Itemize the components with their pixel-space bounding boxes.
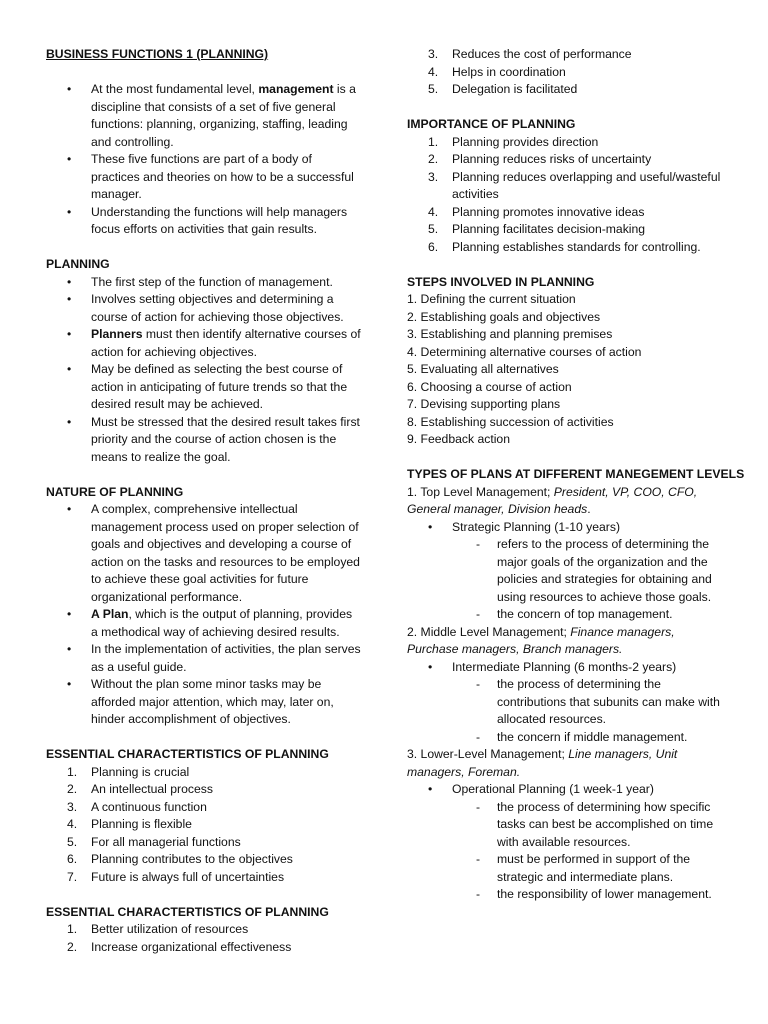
list-item: [407, 46, 727, 64]
list-item: [46, 204, 362, 239]
step-line: 1. Defining the current situation: [407, 292, 576, 306]
section-heading: NATURE OF PLANNING: [46, 484, 184, 499]
item-number: 5.: [428, 82, 439, 96]
plan-type: • Operational Planning (1 week-1 year): [407, 781, 727, 799]
item-number: 4.: [428, 64, 439, 79]
list-item: [46, 81, 362, 151]
importance-list: [407, 134, 727, 257]
steps-section: [407, 274, 727, 449]
list-item: [46, 606, 362, 641]
list-item: 2. Increase organizational effectiveness: [67, 939, 292, 954]
management-level: [407, 484, 727, 624]
list-item: 6. Planning contributes to the objectives: [67, 852, 293, 866]
text: Better utilization of resources: [91, 922, 249, 936]
list-item: [46, 151, 362, 204]
list-item: [46, 414, 362, 467]
list-item: 2. Planning reduces risks of uncertainty: [428, 152, 652, 166]
list-item: 5. For all managerial functions: [67, 834, 241, 849]
text: Without the plan some minor tasks may be afforded major attention, which may, later on, hinder accomplishment of objectives.: [91, 677, 334, 726]
level-heading: [407, 484, 727, 519]
nature-bullets: [46, 501, 362, 729]
level-examples: Finance managers, Purchase managers, Branch managers.: [407, 624, 675, 656]
text: Planning reduces risks of uncertainty: [452, 152, 652, 166]
text: Helps in coordination: [452, 64, 566, 79]
essential-list-continued: [407, 46, 727, 99]
list-item: [46, 361, 362, 414]
text: These five functions are part of a body of practices and theories on how to be a successful manager.: [91, 152, 354, 201]
essential-list-2: [46, 921, 362, 956]
step-line: 9. Feedback action: [407, 432, 510, 446]
plan-point: - the concern of top management.: [407, 606, 727, 624]
text: Increase organizational effectiveness: [91, 939, 292, 954]
essential-characteristics-section: [46, 746, 362, 886]
list-item: 3. A continuous function: [67, 799, 207, 814]
essential-list: [46, 764, 362, 887]
plan-point: - must be performed in support of the strategic and intermediate plans.: [407, 851, 727, 886]
step-line: 8. Establishing succession of activities: [407, 414, 614, 429]
importance-section: [407, 116, 727, 256]
text: A continuous function: [91, 799, 207, 814]
list-item: 3. Planning reduces overlapping and useful/wasteful activities: [428, 169, 721, 201]
step-line: 7. Devising supporting plans: [407, 397, 561, 411]
list-item: [407, 64, 727, 82]
plan-type: • Intermediate Planning (6 months-2 years): [407, 659, 727, 677]
plan-point: - the process of determining how specific tasks can best be accomplished on time with available resources.: [407, 799, 727, 852]
text: .: [587, 502, 591, 516]
level-examples: President, VP, COO, CFO, General manager, Division heads: [407, 484, 698, 516]
text: The first step of the function of management.: [91, 274, 333, 289]
level-label: 2. Middle Level Management;: [407, 624, 571, 639]
intro-bullets: [46, 81, 362, 239]
planning-bullets: [46, 274, 362, 467]
intro-section: [46, 46, 362, 239]
text: For all managerial functions: [91, 834, 241, 849]
plan-point: - the responsibility of lower management.: [407, 886, 727, 904]
list-item: [46, 501, 362, 606]
types-section: [407, 466, 745, 904]
level-label: 3. Lower-Level Management;: [407, 747, 569, 761]
text: Planning is flexible: [91, 817, 192, 831]
right-column: [407, 0, 745, 904]
section-heading: STEPS INVOLVED IN PLANNING: [407, 274, 595, 289]
list-item: 1. Better utilization of resources: [67, 922, 249, 936]
list-item: 7. Future is always full of uncertainties: [67, 869, 285, 884]
bold-term: management: [258, 82, 334, 96]
plan-point: - the concern if middle management.: [407, 729, 727, 747]
list-item: 2. An intellectual process: [67, 782, 213, 796]
text: Involves setting objectives and determining a course of action for achieving those objectives.: [91, 292, 344, 324]
item-number: 3.: [428, 47, 439, 61]
list-item: 4. Planning is flexible: [67, 817, 192, 831]
left-column: [46, 0, 362, 956]
text: Planning contributes to the objectives: [91, 852, 293, 866]
section-heading: TYPES OF PLANS AT DIFFERENT MANEGEMENT LEVELS: [407, 467, 745, 481]
section-heading: IMPORTANCE OF PLANNING: [407, 117, 576, 131]
step-line: 3. Establishing and planning premises: [407, 327, 613, 341]
text: must then identify alternative courses of action for achieving objectives.: [91, 327, 361, 359]
essential-characteristics-section-2: [46, 904, 362, 957]
list-item: 4. Planning promotes innovative ideas: [428, 204, 645, 219]
management-level: [407, 746, 727, 904]
step-line: 5. Evaluating all alternatives: [407, 362, 559, 376]
nature-section: [46, 484, 362, 729]
level-label: 1. Top Level Management;: [407, 484, 554, 499]
planning-section: [46, 256, 362, 466]
text: Planning reduces overlapping and useful/wasteful activities: [452, 169, 721, 201]
management-level: [407, 624, 727, 747]
list-item: [46, 326, 362, 361]
level-heading: [407, 624, 727, 659]
level-examples: Line managers, Unit managers, Foreman.: [407, 747, 678, 779]
text: A complex, comprehensive intellectual management process used on proper selection of goals and objectives and developing a course of action on the tasks and resources to be employed to achieve these goal activities for future organizational performance.: [91, 502, 360, 604]
step-line: 2. Establishing goals and objectives: [407, 309, 601, 324]
list-item: [46, 641, 362, 676]
text: Future is always full of uncertainties: [91, 869, 285, 884]
list-item: [46, 291, 362, 326]
step-line: 6. Choosing a course of action: [407, 379, 572, 394]
text: Planning facilitates decision-making: [452, 222, 646, 236]
text: Planning is crucial: [91, 764, 190, 779]
plan-type: • Strategic Planning (1-10 years): [407, 519, 727, 537]
list-item: [407, 81, 727, 99]
plan-point: - the process of determining the contributions that subunits can make with allocated resources.: [407, 676, 727, 729]
list-item: [46, 274, 362, 292]
step-line: 4. Determining alternative courses of action: [407, 344, 642, 359]
text: Must be stressed that the desired result takes first priority and the course of action chosen is the means to realize the goal.: [91, 414, 360, 464]
section-heading: PLANNING: [46, 257, 110, 271]
text: An intellectual process: [91, 782, 213, 796]
text: Planning establishes standards for controlling.: [452, 239, 701, 254]
text: , which is the output of planning, provides a methodical way of achieving desired results.: [91, 607, 353, 639]
text: Reduces the cost of performance: [452, 47, 632, 61]
text: Understanding the functions will help managers focus efforts on activities that gain results.: [91, 204, 348, 236]
section-heading: ESSENTIAL CHARACTERTISTICS OF PLANNING: [46, 904, 329, 919]
list-item: 1. Planning is crucial: [67, 764, 190, 779]
level-heading: [407, 746, 727, 781]
bold-term: A Plan: [91, 607, 129, 621]
list-item: 5. Planning facilitates decision-making: [428, 222, 646, 236]
list-item: 6. Planning establishes standards for controlling.: [428, 239, 701, 254]
text: May be defined as selecting the best course of action in anticipating of future trends so that the desired result may be achieved.: [91, 362, 348, 411]
text: is a discipline that consists of a set of five general functions: planning, organizing, staffing, leading and controlling.: [91, 82, 356, 149]
section-heading: ESSENTIAL CHARACTERTISTICS OF PLANNING: [46, 747, 329, 761]
text: In the implementation of activities, the plan serves as a useful guide.: [91, 642, 361, 674]
plan-point: - refers to the process of determining the major goals of the organization and the policies and strategies for obtaining and using resources to achieve those goals.: [407, 536, 727, 606]
document-title: BUSINESS FUNCTIONS 1 (PLANNING): [46, 47, 269, 61]
list-item: 1. Planning provides direction: [428, 134, 599, 149]
text: At the most fundamental level,: [91, 82, 259, 96]
bold-term: Planners: [91, 327, 143, 341]
text: Planning provides direction: [452, 134, 599, 149]
text: Delegation is facilitated: [452, 82, 578, 96]
list-item: [46, 676, 362, 729]
text: Planning promotes innovative ideas: [452, 204, 645, 219]
